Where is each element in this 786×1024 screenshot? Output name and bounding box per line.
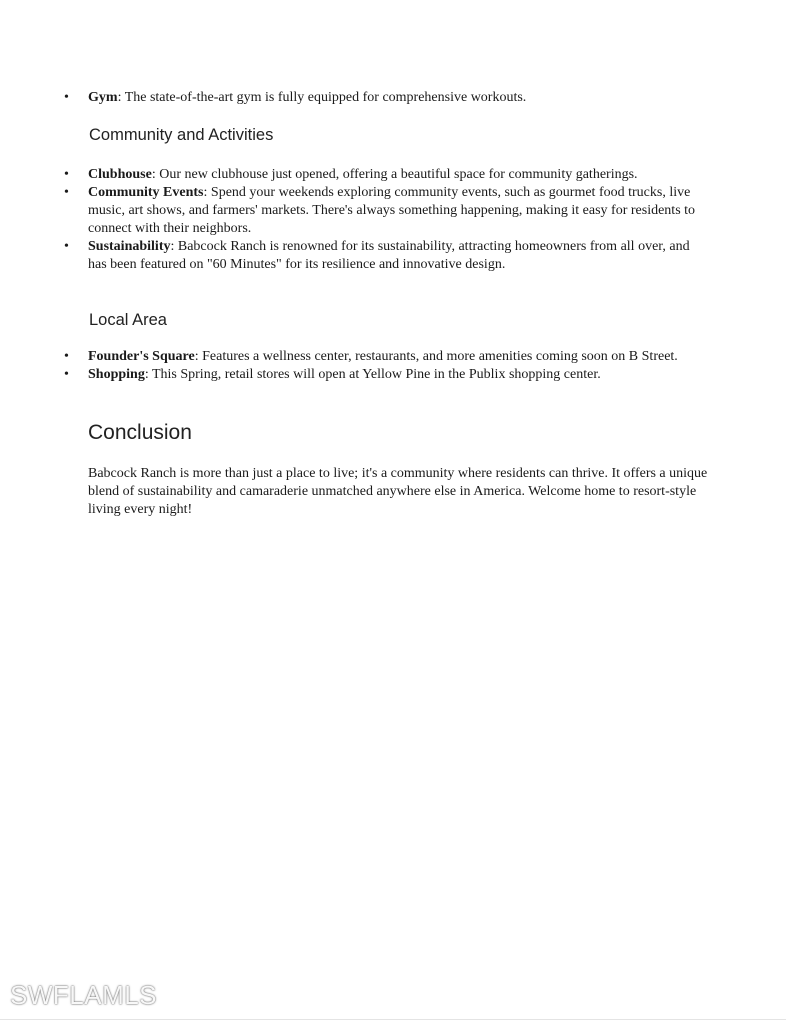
item-text: : Babcock Ranch is renowned for its sustainability, attracting homeowners from all over, and has been featured on "60 Minutes" for its resilience and innovative design.	[88, 239, 690, 272]
item-term: Sustainability	[88, 239, 171, 254]
community-list	[64, 166, 704, 274]
amenities-list	[64, 89, 704, 107]
list-item-sustainability	[64, 238, 704, 274]
bullet-icon: •	[64, 167, 69, 182]
item-text: : Features a wellness center, restaurants, and more amenities coming soon on B Street.	[194, 349, 678, 364]
item-text: : The state-of-the-art gym is fully equipped for comprehensive workouts.	[117, 90, 527, 105]
item-text: : Spend your weekends exploring community events, such as gourmet food trucks, live music, art shows, and farmers' markets. There's always something happening, making it easy for residents to connect with their neighbors.	[88, 185, 696, 236]
item-term: Shopping	[88, 367, 145, 382]
local-area-heading: Local Area	[89, 311, 167, 329]
bullet-icon: •	[64, 349, 69, 364]
list-item-shopping	[64, 366, 704, 384]
list-item-gym	[64, 89, 704, 107]
item-term: Gym	[88, 90, 118, 105]
bullet-icon: •	[64, 239, 69, 254]
item-term: Founder's Square	[88, 349, 195, 364]
list-item-founders-square	[64, 348, 704, 366]
item-text: : Our new clubhouse just opened, offering a beautiful space for community gatherings.	[151, 167, 638, 182]
item-term: Clubhouse	[88, 167, 152, 182]
item-text: : This Spring, retail stores will open at Yellow Pine in the Publix shopping center.	[144, 367, 601, 382]
bullet-icon: •	[64, 367, 69, 382]
watermark: SWFLAMLS	[10, 980, 158, 1010]
list-item-clubhouse	[64, 166, 704, 184]
bullet-icon: •	[64, 90, 69, 105]
conclusion-heading: Conclusion	[88, 421, 192, 444]
local-area-list	[64, 348, 704, 384]
community-heading: Community and Activities	[89, 126, 274, 144]
scan-edge-divider	[0, 1019, 786, 1020]
item-term: Community Events	[88, 185, 204, 200]
bullet-icon: •	[64, 185, 69, 200]
conclusion-paragraph: Babcock Ranch is more than just a place to live; it's a community where residents can thrive. It offers a unique blend of sustainability and camaraderie unmatched anywhere else in America. Welcome home to resort-style living every night!	[88, 466, 708, 517]
list-item-community-events	[64, 184, 704, 238]
